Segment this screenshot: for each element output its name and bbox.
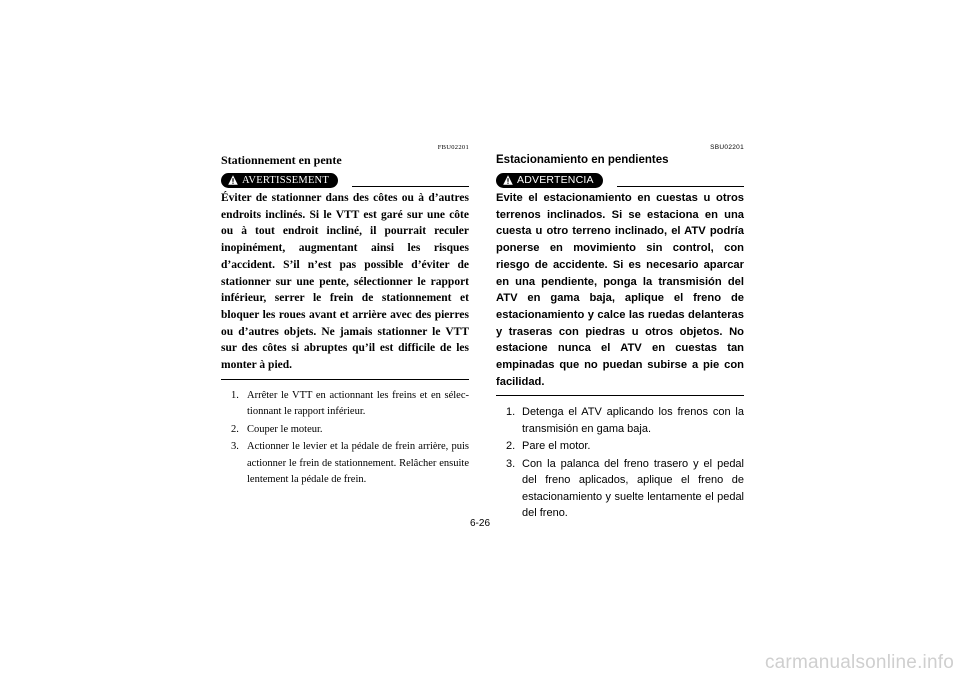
warning-label: ADVERTENCIA (517, 174, 594, 186)
section-code: SBU02201 (710, 144, 744, 151)
step-number: 2. (506, 440, 516, 453)
step-number: 1. (231, 389, 239, 401)
section-heading: Estacionamiento en pendientes (496, 154, 669, 166)
list-item (506, 456, 744, 522)
step-text: Actionner le levier et la pédale de frein arrière, puis actionner le frein de stationnement. Relâcher ensuite lentement la pédale de frein. (247, 441, 469, 486)
list-item (231, 388, 469, 421)
warning-header (221, 172, 469, 188)
warning-header (496, 172, 744, 188)
step-number: 2. (231, 423, 239, 435)
step-text: Pare el motor. (522, 440, 591, 453)
steps-list (496, 404, 744, 522)
warning-badge (221, 173, 338, 188)
watermark: carmanualsonline.info (764, 652, 954, 673)
step-number: 3. (506, 457, 516, 470)
step-number: 3. (231, 441, 239, 453)
warning-text: Éviter de stationner dans des côtes ou à d’autres endroits inclinés. Si le VTT est garé sur une côte ou à tout endroit incliné, il pourrait reculer inopinément, augmentant ainsi les risques d’accident. S’il n’est pas possible d’éviter de stationner sur une pente, sélectionner le rapport inférieur, serrer le frein de stationnement et bloquer les roues avant et arrière avec des pierres ou d’autres objets. Ne jamais stationner le VTT sur des côtes si abruptes qu’il est difficile de les monter à pied. (221, 190, 469, 380)
step-text: Detenga el ATV aplicando los frenos con la transmisión en gama baja. (522, 406, 744, 435)
step-number: 1. (506, 406, 516, 419)
list-item (231, 439, 469, 489)
warning-rule (352, 186, 469, 187)
page-number: 6-26 (469, 518, 490, 529)
list-item (506, 438, 744, 455)
warning-rule (617, 186, 744, 187)
warning-triangle-icon (503, 175, 513, 185)
spanish-column (496, 144, 744, 523)
list-item (231, 422, 469, 439)
section-heading: Stationnement en pente (221, 153, 342, 167)
warning-label: AVERTISSEMENT (242, 174, 329, 186)
steps-list (221, 388, 469, 489)
warning-text: Evite el estacionamiento en cuestas u otros terrenos inclinados. Si se estaciona en una cuesta u otro terreno inclinado, el ATV podría ponerse en movimiento sin control, con riesgo de accidente. Si es necesario aparcar en una pendiente, ponga la transmisión del ATV en gama baja, aplique el freno de estacionamiento y calce las ruedas delanteras y traseras con piedras u otros objetos. No estacione nunca el ATV en cuestas tan empinadas que no puedan subirse a pie con facilidad. (496, 190, 744, 396)
section-code: FBU02201 (437, 144, 469, 151)
step-text: Con la palanca del freno trasero y el pedal del freno aplicados, aplique el freno de estacionamiento y suelte lentamente el pedal del freno. (522, 457, 744, 520)
step-text: Couper le moteur. (247, 423, 323, 435)
step-text: Arrêter le VTT en actionnant les freins et en sélectionnant le rapport inférieur. (247, 389, 469, 418)
french-column (221, 144, 469, 490)
list-item (506, 404, 744, 437)
warning-badge (496, 173, 603, 188)
warning-triangle-icon (228, 175, 238, 185)
